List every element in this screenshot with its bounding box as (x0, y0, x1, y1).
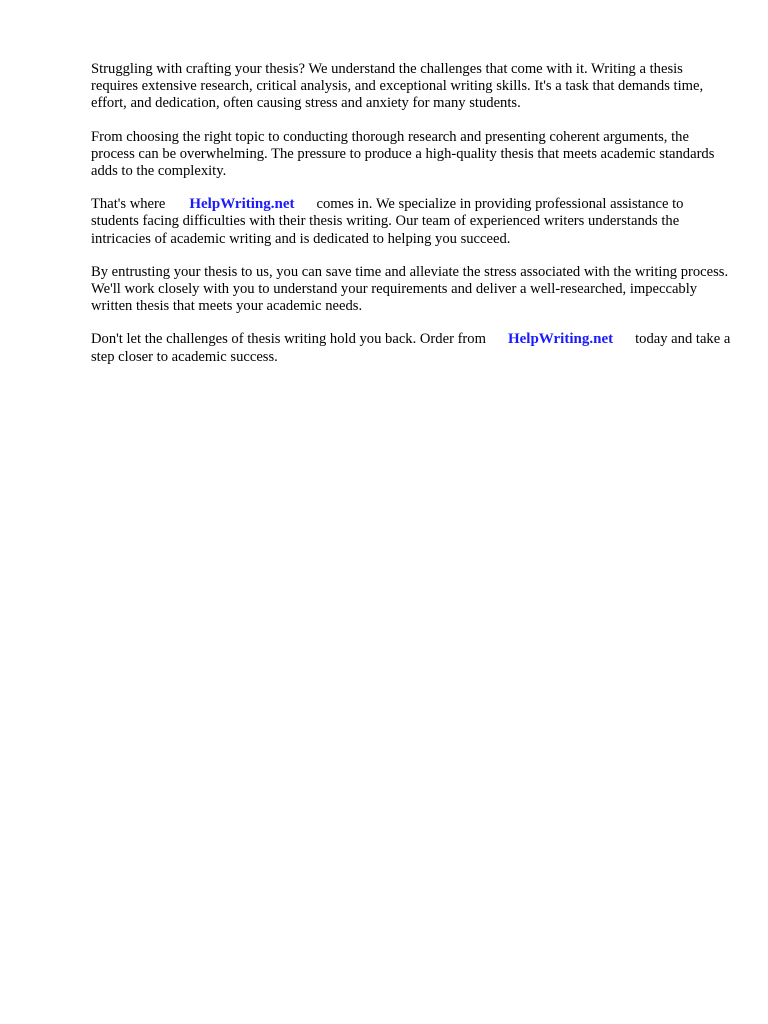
service-paragraph-before: That's where (91, 196, 166, 213)
call-to-action-paragraph (91, 331, 731, 365)
challenge-paragraph: From choosing the right topic to conducting thorough research and presenting coherent arguments, the process can be overwhelming. The pressure to produce a high-quality thesis that meets academic standards adds to the complexity. (91, 128, 715, 180)
service-paragraph (91, 196, 731, 248)
cta-paragraph-before: Don't let the challenges of thesis writing hold you back. Order from (91, 331, 486, 348)
service-paragraph-after: comes in. We specialize in providing professional assistance to students facing difficulties with their thesis writing. Our team of experienced writers understands the intricacies of academic writing and is dedicated to helping you succeed. (91, 196, 684, 247)
intro-paragraph: Struggling with crafting your thesis? We understand the challenges that come with it. Writing a thesis requires extensive research, critical analysis, and exceptional writing skills. It's a task that demands time, effort, and dedication, often causing stress and anxiety for many students. (91, 61, 704, 112)
benefits-paragraph: By entrusting your thesis to us, you can save time and alleviate the stress associated with the writing process. We'll work closely with you to understand your requirements and deliver a well-researched, impeccably written thesis that meets your academic needs. (91, 263, 729, 315)
helpwriting-order-link[interactable]: HelpWriting.net (507, 331, 614, 348)
helpwriting-link[interactable]: HelpWriting.net (189, 196, 295, 213)
document-body (91, 61, 731, 382)
cta-paragraph-after: today and take a step closer to academic success. (91, 331, 731, 365)
